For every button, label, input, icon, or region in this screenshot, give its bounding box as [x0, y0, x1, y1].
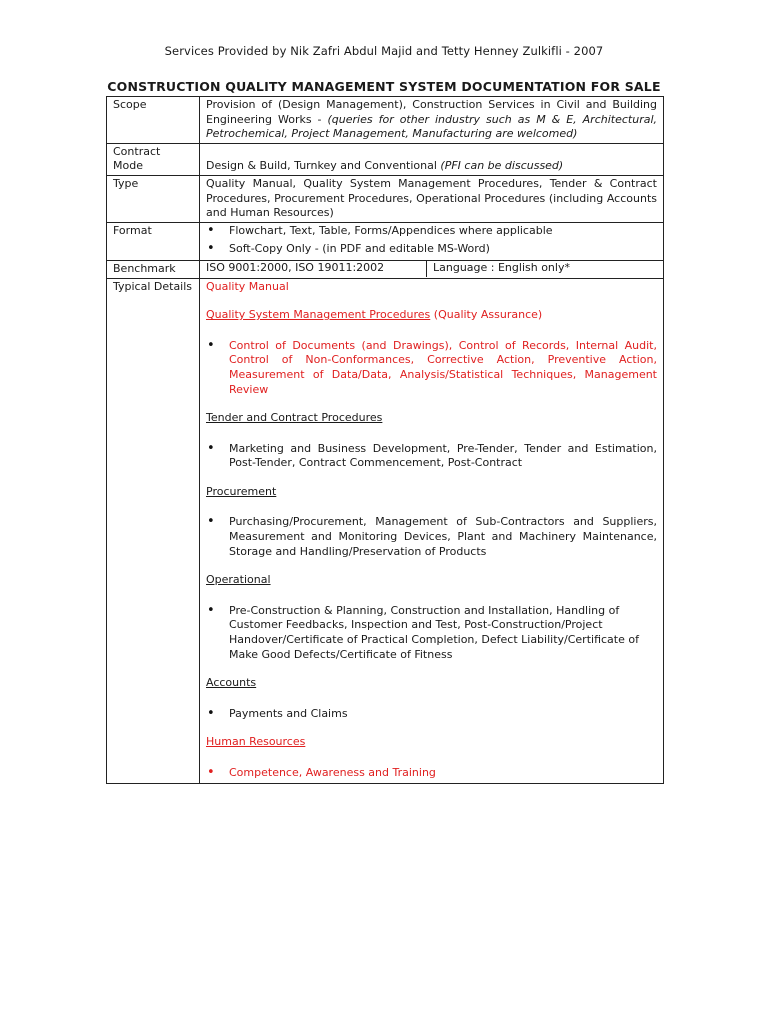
benchmark-standards: ISO 9001:2000, ISO 19011:2002	[206, 260, 427, 277]
contract-mode-label: Contract Mode	[107, 143, 200, 175]
contract-mode-row	[107, 143, 664, 175]
benchmark-label: Benchmark	[107, 260, 200, 278]
tender-heading-text: Tender and Contract Procedures	[206, 411, 383, 425]
procurement-item: • Purchasing/Procurement, Management of Sub-Contractors and Suppliers, Measurement and Monitoring Devices, Plant and Machinery Maintenance, Storage and Handling/Preservation of Products	[206, 515, 657, 559]
format-item: • Flowchart, Text, Table, Forms/Appendices where applicable	[206, 224, 657, 239]
page-header: Services Provided by Nik Zafri Abdul Majid and Tetty Henney Zulkifli - 2007	[164, 44, 604, 58]
type-value: Quality Manual, Quality System Management Procedures, Tender & Contract Procedures, Procurement Procedures, Operational Procedures (including Accounts and Human Resources)	[200, 175, 664, 222]
contract-mode-note: (PFI can be discussed)	[440, 159, 564, 173]
scope-text: Provision of (Design Management), Construction Services in Civil and Building Engineering Works -	[206, 98, 657, 126]
qsmp-heading-text: Quality System Management Procedures	[206, 308, 431, 322]
qsmp-heading-suffix: (Quality Assurance)	[430, 308, 543, 322]
operational-list	[206, 604, 657, 662]
scope-value	[200, 97, 664, 144]
tender-item: • Marketing and Business Development, Pre-Tender, Tender and Estimation, Post-Tender, Contract Commencement, Post-Contract	[206, 442, 657, 471]
hr-item: • Competence, Awareness and Training	[206, 766, 657, 781]
accounts-list	[206, 707, 657, 722]
specification-table	[106, 96, 664, 784]
qsmp-item-text: Control of Documents (and Drawings), Control of Records, Internal Audit, Control of Non-Conformances, Corrective Action, Preventive Action, Measurement of Data/Data, Analysis/Statistical Techniques, Management Review	[229, 338, 657, 396]
operational-heading	[206, 573, 657, 588]
hr-heading-text: Human Resources	[206, 735, 306, 749]
tender-heading	[206, 411, 657, 426]
hr-heading	[206, 735, 657, 750]
benchmark-row	[107, 260, 664, 278]
format-item: • Soft-Copy Only - (in PDF and editable MS-Word)	[206, 242, 657, 257]
format-row	[107, 222, 664, 260]
benchmark-value	[200, 260, 664, 278]
quality-manual-heading: Quality Manual	[206, 279, 289, 293]
type-row	[107, 175, 664, 222]
contract-mode-text: Design & Build, Turnkey and Conventional	[206, 159, 441, 173]
accounts-heading-text: Accounts	[206, 676, 257, 690]
operational-heading-text: Operational	[206, 573, 271, 587]
format-label: Format	[107, 222, 200, 260]
operational-item: • Pre-Construction & Planning, Construction and Installation, Handling of Customer Feedbacks, Inspection and Test, Post-Construction/Project Handover/Certificate of Practical Completion, Defect Liability/Certificate of Make Good Defects/Certificate of Fitness	[206, 604, 657, 662]
procurement-heading-text: Procurement	[206, 484, 277, 498]
scope-label: Scope	[107, 97, 200, 144]
accounts-item: • Payments and Claims	[206, 707, 657, 722]
typical-details-label: Typical Details	[107, 278, 200, 783]
qsmp-list	[206, 339, 657, 397]
format-list	[206, 224, 657, 257]
benchmark-language: Language : English only*	[433, 260, 570, 274]
typical-details-row	[107, 278, 664, 783]
document-title: CONSTRUCTION QUALITY MANAGEMENT SYSTEM DOCUMENTATION FOR SALE	[107, 79, 661, 94]
typical-details-value	[200, 278, 664, 783]
tender-list	[206, 442, 657, 471]
qsmp-item	[206, 339, 657, 397]
scope-row	[107, 97, 664, 144]
procurement-heading	[206, 485, 657, 500]
qsmp-heading	[206, 308, 657, 323]
contract-mode-value	[200, 143, 664, 175]
format-value	[200, 222, 664, 260]
accounts-heading	[206, 676, 657, 691]
procurement-list	[206, 515, 657, 559]
type-label: Type	[107, 175, 200, 222]
scope-note: (queries for other industry such as M & E, Architectural, Petrochemical, Project Management, Manufacturing are welcomed)	[206, 112, 658, 141]
hr-list	[206, 766, 657, 781]
